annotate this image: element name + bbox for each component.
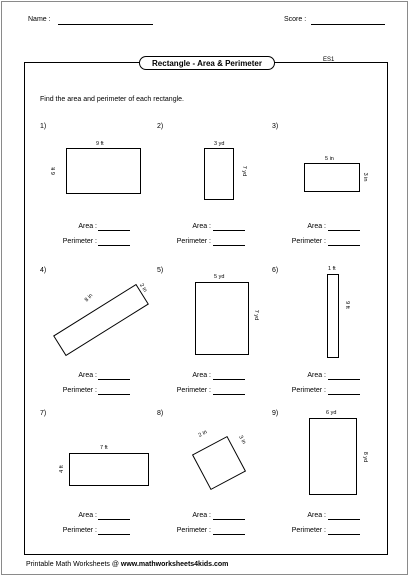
perimeter-label: Perimeter : (291, 238, 326, 245)
dimension-height: 7 yd (253, 309, 259, 321)
perimeter-label: Perimeter : (62, 238, 97, 245)
problem-number: 7) (40, 410, 47, 417)
perimeter-label: Perimeter : (176, 238, 211, 245)
area-label: Area : (192, 223, 211, 230)
name-label: Name : (28, 16, 51, 23)
rectangle-figure (327, 274, 339, 358)
dimension-height: 9 ft (344, 301, 350, 309)
area-answer-line[interactable] (328, 519, 360, 520)
score-label: Score : (284, 16, 307, 23)
footer (26, 561, 228, 568)
rectangle-figure (66, 148, 141, 194)
area-label: Area : (78, 512, 97, 519)
dimension-width: 1 ft (328, 266, 336, 272)
rectangle-figure (304, 163, 360, 192)
perimeter-answer-line[interactable] (328, 534, 360, 535)
area-label: Area : (307, 223, 326, 230)
dimension-width: 5 yd (214, 274, 225, 280)
dimension-height: 3 in (237, 434, 247, 446)
rectangle-figure (204, 148, 234, 200)
problem-number: 9) (272, 410, 279, 417)
perimeter-label: Perimeter : (62, 387, 97, 394)
perimeter-answer-line[interactable] (98, 245, 130, 246)
area-answer-line[interactable] (213, 230, 245, 231)
perimeter-answer-line[interactable] (328, 394, 360, 395)
area-answer-line[interactable] (328, 379, 360, 380)
area-label: Area : (307, 372, 326, 379)
area-label: Area : (192, 512, 211, 519)
name-line[interactable] (58, 24, 153, 25)
perimeter-label: Perimeter : (62, 527, 97, 534)
instructions: Find the area and perimeter of each rectangle. (40, 96, 184, 103)
area-label: Area : (78, 223, 97, 230)
dimension-height: 7 yd (241, 165, 247, 177)
perimeter-answer-line[interactable] (213, 534, 245, 535)
area-label: Area : (307, 512, 326, 519)
perimeter-label: Perimeter : (176, 527, 211, 534)
rectangle-figure (309, 418, 357, 495)
problem-number: 2) (157, 123, 164, 130)
problem-number: 6) (272, 267, 279, 274)
area-answer-line[interactable] (98, 230, 130, 231)
dimension-width: 7 ft (100, 445, 108, 451)
footer-url-link[interactable]: www.mathworksheets4kids.com (120, 561, 229, 568)
perimeter-answer-line[interactable] (98, 394, 130, 395)
problem-number: 3) (272, 123, 279, 130)
worksheet-title: Rectangle - Area & Perimeter (139, 56, 275, 70)
dimension-height: 8 yd (362, 451, 368, 463)
score-line[interactable] (311, 24, 385, 25)
area-answer-line[interactable] (213, 519, 245, 520)
area-answer-line[interactable] (328, 230, 360, 231)
dimension-width: 5 in (325, 156, 334, 162)
problem-number: 1) (40, 123, 47, 130)
perimeter-label: Perimeter : (176, 387, 211, 394)
perimeter-answer-line[interactable] (328, 245, 360, 246)
dimension-height: 2 in (138, 282, 148, 294)
area-label: Area : (78, 372, 97, 379)
footer-prefix: Printable Math Worksheets @ (26, 561, 121, 568)
area-answer-line[interactable] (98, 519, 130, 520)
dimension-height: 4 ft (59, 465, 65, 473)
dimension-height: 6 ft (51, 167, 57, 175)
perimeter-answer-line[interactable] (213, 394, 245, 395)
perimeter-answer-line[interactable] (213, 245, 245, 246)
rectangle-figure (69, 453, 149, 486)
dimension-width: 6 yd (326, 410, 337, 416)
perimeter-label: Perimeter : (291, 527, 326, 534)
sheet-code: ES1 (323, 57, 335, 63)
dimension-width: 8 in (83, 292, 95, 304)
dimension-width: 3 yd (214, 141, 225, 147)
problem-number: 5) (157, 267, 164, 274)
dimension-height: 3 in (362, 172, 368, 182)
dimension-width: 2 in (197, 429, 209, 439)
perimeter-label: Perimeter : (291, 387, 326, 394)
problem-number: 8) (157, 410, 164, 417)
problem-number: 4) (40, 267, 47, 274)
rectangle-figure (195, 282, 249, 355)
perimeter-answer-line[interactable] (98, 534, 130, 535)
dimension-width: 9 ft (96, 141, 104, 147)
area-answer-line[interactable] (213, 379, 245, 380)
area-label: Area : (192, 372, 211, 379)
area-answer-line[interactable] (98, 379, 130, 380)
